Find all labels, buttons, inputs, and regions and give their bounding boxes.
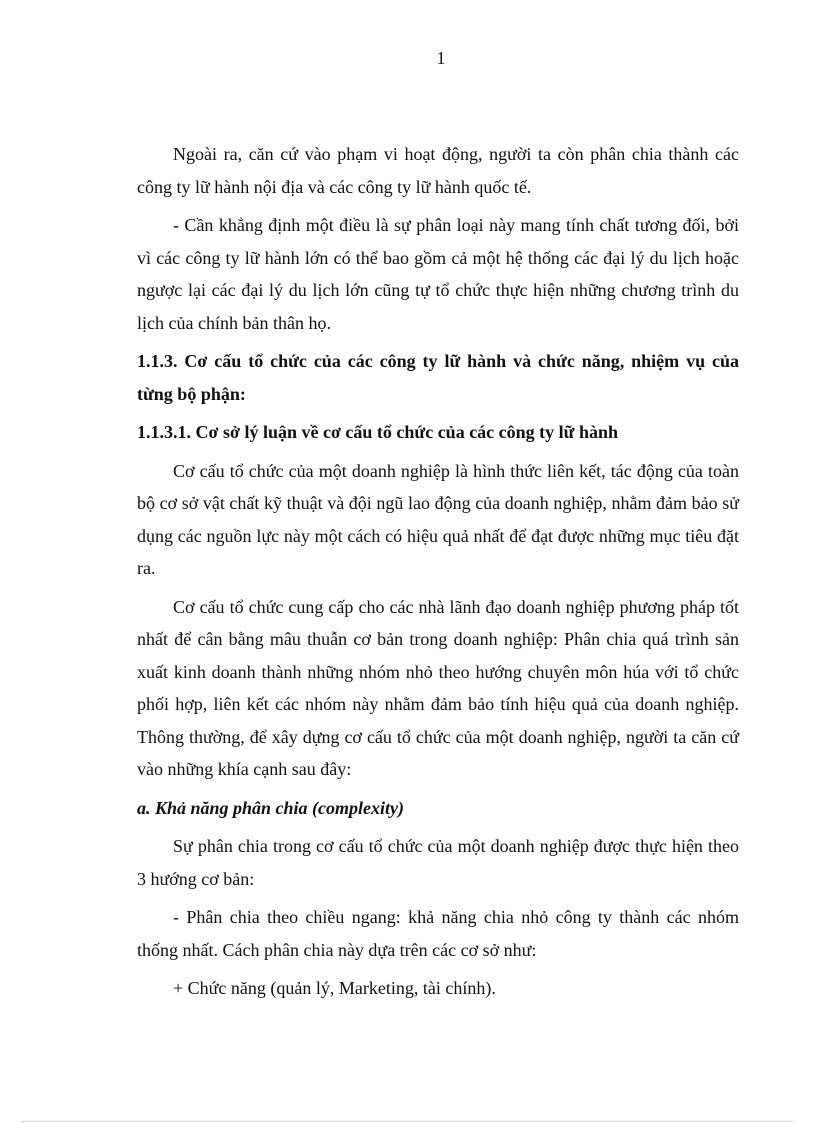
paragraph-relative-classification: - Cần khẳng định một điều là sự phân loại này mang tính chất tương đối, bởi vì các công ty lữ hành lớn có thể bao gồm cả một hệ thống các đại lý du lịch hoặc ngược lại các đại lý du lịch lớn cũng tự tổ chức thực hiện những chương trình du lịch của chính bản thân họ.: [137, 215, 739, 333]
paragraph-division-directions: Sự phân chia trong cơ cấu tổ chức của một doanh nghiệp được thực hiện theo 3 hướng cơ bản:: [137, 836, 739, 889]
paragraph-horizontal-division: - Phân chia theo chiều ngang: khả năng chia nhỏ công ty thành các nhóm thống nhất. Cách phân chia này dựa trên các cơ sở như:: [137, 907, 739, 960]
paragraph-scope-classification: Ngoài ra, căn cứ vào phạm vi hoạt động, người ta còn phân chia thành các công ty lữ hành nội địa và các công ty lữ hành quốc tế.: [137, 144, 739, 197]
paragraph-structure-definition: Cơ cấu tổ chức của một doanh nghiệp là hình thức liên kết, tác động của toàn bộ cơ sở vật chất kỹ thuật và đội ngũ lao động của doanh nghiệp, nhằm đảm bảo sử dụng các nguồn lực này một cách có hiệu quả nhất để đạt được những mục tiêu đặt ra.: [137, 460, 739, 578]
page-bottom-divider: [22, 1121, 794, 1122]
sub-heading-complexity: a. Khả năng phân chia (complexity): [137, 797, 405, 818]
document-body: [137, 138, 739, 1011]
page-number: 1: [436, 48, 446, 68]
paragraph-structure-purpose: Cơ cấu tổ chức cung cấp cho các nhà lãnh đạo doanh nghiệp phương pháp tốt nhất để cân bằng mâu thuẫn cơ bản trong doanh nghiệp: Phân chia quá trình sản xuất kinh doanh thành những nhóm nhỏ theo hướng chuyên môn húa với tổ chức phối hợp, liên kết các nhóm này nhằm đảm bảo tính hiệu quả của doanh nghiệp. Thông thường, để xây dựng cơ cấu tổ chức của một doanh nghiệp, người ta căn cứ vào những khía cạnh sau đây:: [137, 596, 739, 779]
section-heading-1-1-3: 1.1.3. Cơ cấu tổ chức của các công ty lữ hành và chức năng, nhiệm vụ của từng bộ phận:: [137, 351, 739, 404]
section-heading-1-1-3-1: 1.1.3.1. Cơ sở lý luận về cơ cấu tổ chức của các công ty lữ hành: [137, 422, 618, 442]
paragraph-function-list-item: + Chức năng (quản lý, Marketing, tài chính).: [173, 978, 496, 998]
